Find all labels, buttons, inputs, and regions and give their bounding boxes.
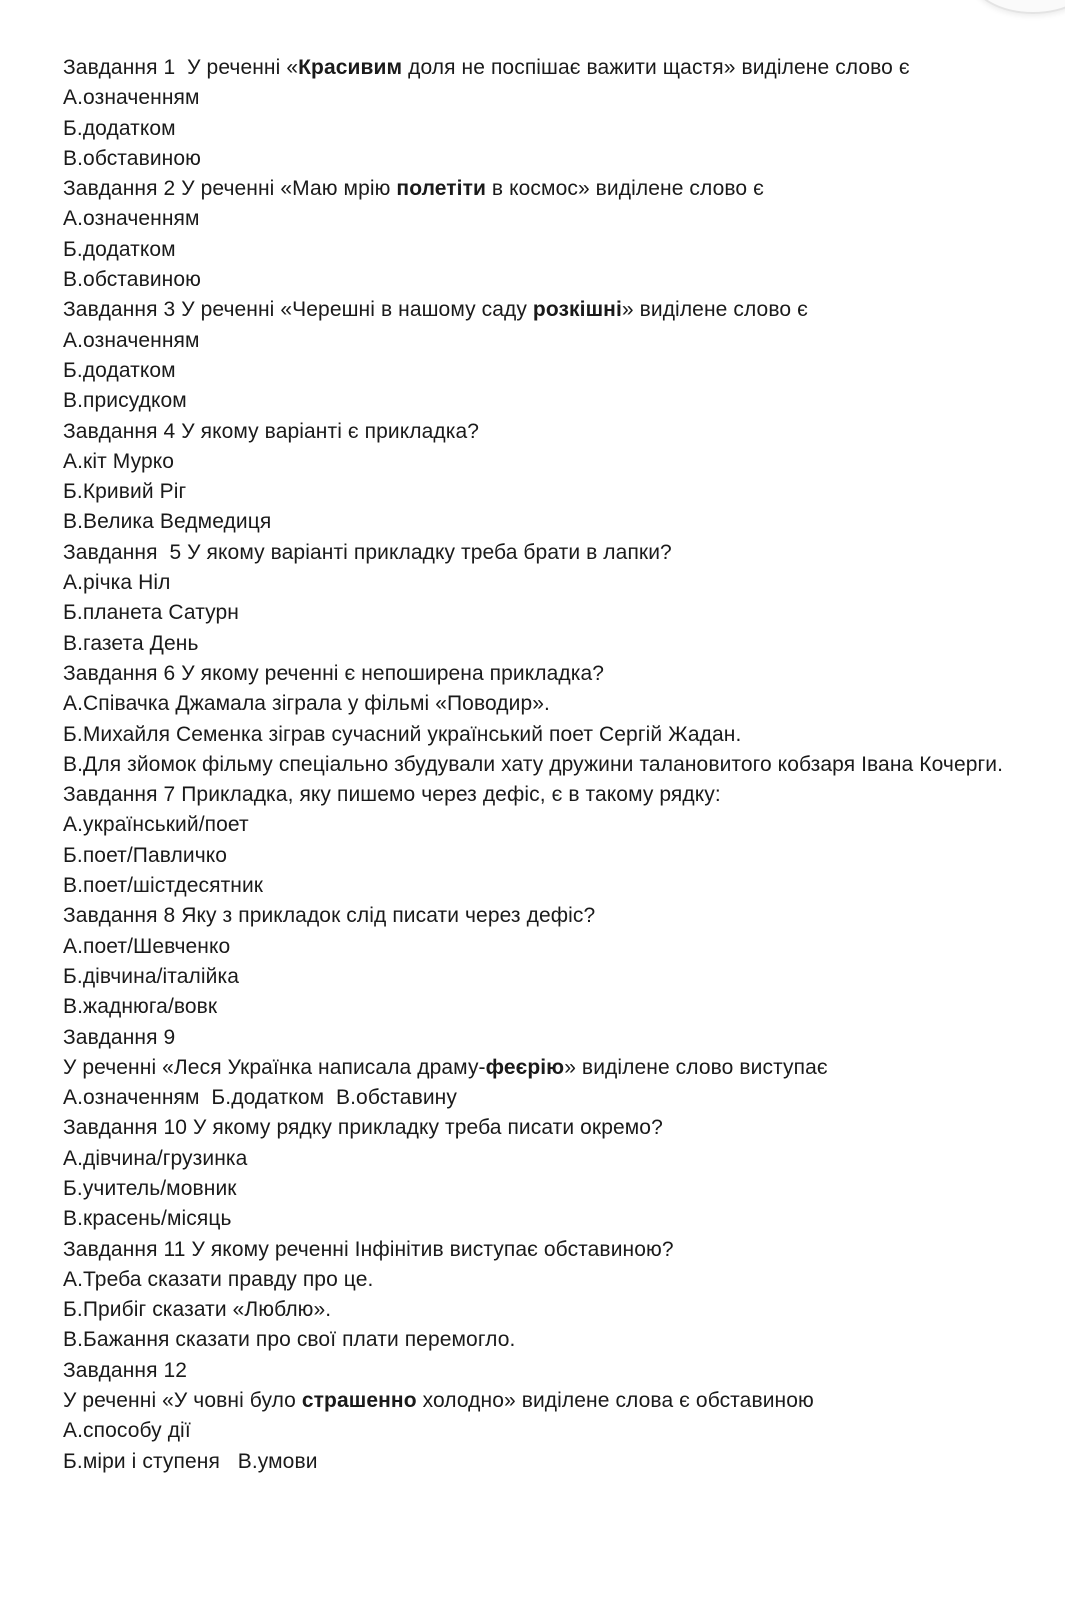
task-block (63, 53, 1053, 174)
task-header (63, 780, 1053, 810)
task-header (63, 1356, 1053, 1386)
answer-option: В.Для зйомок фільму спеціально збудували хату дружини талановитого кобзаря Івана Кочерги. (63, 752, 1004, 776)
answer-option: А.означенням (63, 86, 200, 110)
highlighted-word: феєрію (485, 1055, 565, 1079)
header-text: Завдання 2 У реченні «Маю мрію (63, 177, 397, 201)
sentence-text: У реченні «У човні було (63, 1389, 302, 1413)
answer-option: Б.Прибіг сказати «Люблю». (63, 1298, 332, 1322)
answer-option: В.присудком (63, 389, 187, 413)
answer-option: А.способу дії (63, 1419, 191, 1443)
header-text: Завдання 6 У якому реченні є непоширена прикладка? (63, 661, 605, 685)
header-text: Завдання 9 (63, 1025, 176, 1049)
answer-option: А.означенням Б.додатком В.обставину (63, 1086, 457, 1110)
answer-option: В.жаднюга/вовк (63, 995, 218, 1019)
task-block (63, 174, 1053, 295)
answer-option: А.означенням (63, 328, 200, 352)
task-block (63, 295, 1053, 416)
header-text: Завдання 7 Прикладка, яку пишемо через дефіс, є в такому рядку: (63, 783, 721, 807)
task-block (63, 1235, 1053, 1356)
task-header (63, 1235, 1053, 1265)
task-header (63, 1023, 1053, 1053)
highlighted-word: страшенно (301, 1389, 417, 1413)
answer-option: А.Співачка Джамала зіграла у фільмі «Поводир». (63, 692, 550, 716)
answer-option: Б.міри і ступеня В.умови (63, 1449, 318, 1473)
answer-option: В.поет/шістдесятник (63, 874, 264, 898)
header-text: Завдання 8 Яку з прикладок слід писати через дефіс? (63, 904, 596, 928)
header-text: Завдання 4 У якому варіанті є прикладка? (63, 419, 480, 443)
task-header (63, 538, 1053, 568)
task-block (63, 659, 1053, 780)
header-text: Завдання 11 У якому реченні Інфінітив виступає обставиною? (63, 1237, 674, 1261)
task-block (63, 1113, 1053, 1234)
sentence-text: холодно» виділене слова є обставиною (416, 1389, 814, 1413)
task-header (63, 295, 1053, 325)
header-text: в космос» виділене слово є (486, 177, 764, 201)
sentence-text: У реченні «Леся Українка написала драму- (63, 1055, 486, 1079)
answer-option: Б.планета Сатурн (63, 601, 240, 625)
header-text: Завдання 3 У реченні «Черешні в нашому саду (63, 298, 533, 322)
answer-option: В.обставиною (63, 146, 201, 170)
answer-option: А.означенням (63, 207, 200, 231)
header-text: » виділене слово є (621, 298, 808, 322)
task-header (63, 659, 1053, 689)
answer-option: Б.додатком (63, 358, 176, 382)
answer-option: А.поет/Шевченко (63, 934, 231, 958)
task-block (63, 1356, 1053, 1477)
header-text: доля не поспішає важити щастя» виділене слово є (402, 56, 910, 79)
header-text: Завдання 10 У якому рядку прикладку треба писати окремо? (63, 1116, 663, 1140)
task-header (63, 417, 1053, 447)
highlighted-word: полетіти (396, 177, 486, 201)
answer-option: В.Бажання сказати про свої плати перемогло. (63, 1328, 516, 1352)
answer-option: Б.додатком (63, 237, 176, 261)
header-text: Завдання 5 У якому варіанті прикладку треба брати в лапки? (63, 540, 672, 564)
answer-option: А.Треба сказати правду про це. (63, 1267, 374, 1291)
task-block (63, 1023, 1053, 1114)
task-block (63, 417, 1053, 538)
answer-option: Б.дівчина/італійка (63, 964, 240, 988)
answer-option: Б.Михайля Семенка зіграв сучасний український поет Сергій Жадан. (63, 722, 742, 746)
task-sentence (63, 1053, 1053, 1083)
task-block (63, 780, 1053, 901)
task-block (63, 538, 1053, 659)
answer-option: В.красень/місяць (63, 1207, 232, 1231)
highlighted-word: розкішні (532, 298, 622, 322)
answer-option: Б.поет/Павличко (63, 843, 228, 867)
task-header (63, 901, 1053, 931)
answer-option: А.кіт Мурко (63, 449, 175, 473)
task-header (63, 174, 1053, 204)
answer-option: Б.учитель/мовник (63, 1176, 237, 1200)
answer-option: В.обставиною (63, 268, 201, 292)
answer-option: А.річка Ніл (63, 571, 171, 595)
task-header (63, 53, 1053, 83)
worksheet-document (63, 53, 1053, 1477)
answer-option: В.газета День (63, 631, 199, 655)
answer-option: А.український/поет (63, 813, 249, 837)
sentence-text: » виділене слово виступає (564, 1055, 828, 1079)
answer-option: А.дівчина/грузинка (63, 1146, 248, 1170)
highlighted-word: Красивим (298, 56, 403, 79)
task-sentence (63, 1386, 1053, 1416)
answer-option: В.Велика Ведмедиця (63, 510, 272, 534)
task-header (63, 1113, 1053, 1143)
task-block (63, 901, 1053, 1022)
answer-option: Б.Кривий Ріг (63, 480, 187, 504)
header-text: Завдання 12 (63, 1358, 188, 1382)
header-text: Завдання 1 У реченні « (63, 56, 299, 79)
answer-option: Б.додатком (63, 116, 176, 140)
corner-decoration (971, 0, 1065, 14)
